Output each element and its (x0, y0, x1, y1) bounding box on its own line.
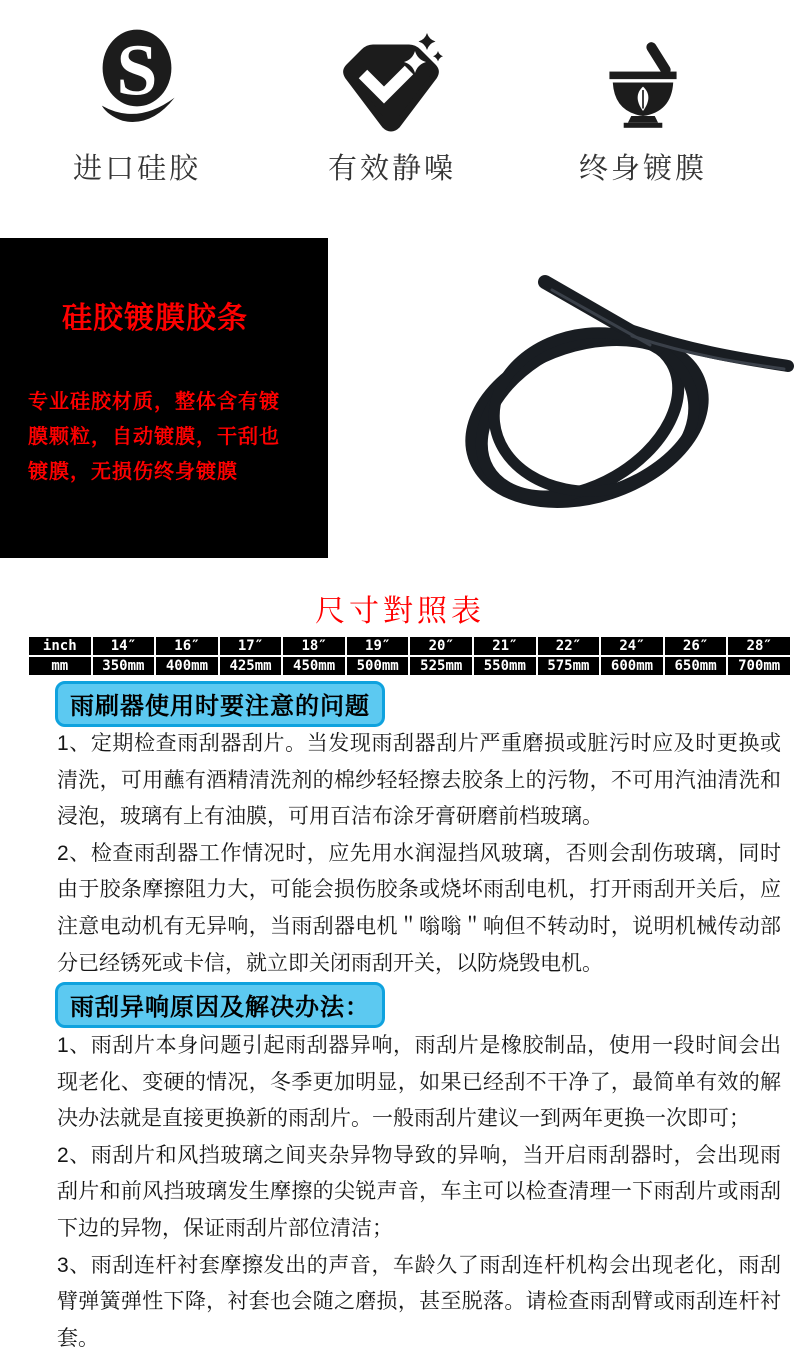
size-cell: 19″ (346, 636, 410, 656)
product-photo (402, 250, 794, 543)
feature-label: 终身镀膜 (578, 153, 707, 185)
size-cell: 500mm (346, 656, 410, 676)
section-heading-noise-causes: 雨刮异响原因及解决办法： (55, 982, 385, 1028)
size-cell: mm (28, 656, 92, 676)
feature-label: 进口硅胶 (72, 153, 201, 185)
size-cell: 450mm (282, 656, 346, 676)
size-cell: 600mm (600, 656, 664, 676)
feature-imported-silicone (32, 28, 242, 187)
size-table-mm-row (28, 656, 791, 676)
diamond-check-icon (339, 32, 445, 132)
size-cell: 20″ (409, 636, 473, 656)
paragraph: 2、雨刮片和风挡玻璃之间夹杂异物导致的异响，当开启雨刮器时，会出现雨刮片和前风挡玻璃发生摩擦的尖锐声音，车主可以检查清理一下雨刮片或雨刮下边的异物，保证雨刮片部位清洁； (57, 1143, 781, 1240)
promo-title: 硅胶镀膜胶条 (62, 302, 248, 335)
feature-lifetime-coating (538, 28, 748, 187)
size-cell: 14″ (92, 636, 156, 656)
feature-label: 有效静噪 (327, 153, 456, 185)
paragraph: 1、雨刮片本身问题引起雨刮器异响，雨刮片是橡胶制品，使用一段时间会出现老化、变硬的情况，冬季更加明显，如果已经刮不干净了，最简单有效的解决办法就是直接更换新的雨刮片。一般雨刮片建议一到两年更换一次即可； (57, 1034, 781, 1131)
promo-panel (0, 238, 328, 558)
size-cell: 22″ (537, 636, 601, 656)
size-cell: 350mm (92, 656, 156, 676)
paragraph: 3、雨刮连杆衬套摩擦发出的声音，车龄久了雨刮连杆机构会出现老化，雨刮臂弹簧弹性下降，衬套也会随之磨损，甚至脱落。请检查雨刮臂或雨刮连杆衬套。 (57, 1253, 781, 1350)
size-cell: 26″ (664, 636, 728, 656)
feature-noise-reduction (287, 28, 497, 187)
svg-text:S: S (116, 28, 158, 111)
size-cell: 700mm (727, 656, 791, 676)
size-cell: 525mm (409, 656, 473, 676)
silicone-s-logo-icon (97, 28, 177, 132)
size-cell: 21″ (473, 636, 537, 656)
size-cell: 24″ (600, 636, 664, 656)
size-cell: 18″ (282, 636, 346, 656)
size-table-title: 尺寸對照表 (315, 595, 485, 628)
size-cell: 650mm (664, 656, 728, 676)
paragraph: 1、定期检查雨刮器刮片。当发现雨刮器刮片严重磨损或脏污时应及时更换或清洗，可用蘸有酒精清洗剂的棉纱轻轻擦去胶条上的污物，不可用汽油清洗和浸泡，玻璃有上有油膜，可用百洁布涂牙膏研磨前档玻璃。 (57, 732, 781, 829)
size-table-inch-row (28, 636, 791, 656)
mortar-pestle-icon (601, 38, 685, 132)
size-cell: 17″ (219, 636, 283, 656)
noise-causes-text (57, 1028, 781, 1357)
size-cell: inch (28, 636, 92, 656)
size-cell: 550mm (473, 656, 537, 676)
size-cell: 16″ (155, 636, 219, 656)
size-cell: 575mm (537, 656, 601, 676)
paragraph: 2、检查雨刮器工作情况时，应先用水润湿挡风玻璃，否则会刮伤玻璃，同时由于胶条摩擦阻力大，可能会损伤胶条或烧坏雨刮电机，打开雨刮开关后，应注意电动机有无异响，当雨刮器电机＂嗡嗡＂响但不转动时，说明机械传动部分已经锈死或卡信，就立即关闭雨刮开关，以防烧毁电机。 (57, 841, 781, 975)
size-cell: 400mm (155, 656, 219, 676)
section-heading-usage-notes: 雨刷器使用时要注意的问题 (55, 681, 385, 727)
size-cell: 28″ (727, 636, 791, 656)
size-cell: 425mm (219, 656, 283, 676)
usage-notes-text (57, 726, 781, 982)
promo-body: 专业硅胶材质，整体含有镀膜颗粒，自动镀膜，干刮也镀膜，无损伤终身镀膜 (28, 391, 280, 483)
size-table (27, 635, 792, 677)
